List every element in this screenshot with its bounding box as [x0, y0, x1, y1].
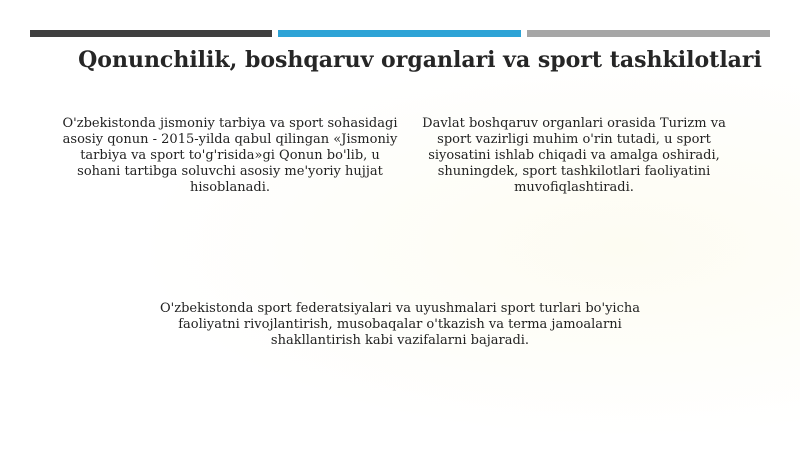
slide-title: Qonunchilik, boshqaruv organlari va sport tashkilotlari — [78, 47, 762, 73]
accent-bar-gray — [527, 30, 770, 37]
paragraph-federations: O'zbekistonda sport federatsiyalari va uyushmalari sport turlari bo'yicha faoliyatni rivojlantirish, musobaqalar o'tkazish va terma jamoalarni shakllantirish kabi vazifalarni bajaradi. — [160, 301, 640, 348]
accent-bar-blue — [278, 30, 521, 37]
accent-bar-dark — [30, 30, 272, 37]
paragraph-law: O'zbekistonda jismoniy tarbiya va sport sohasidagi asosiy qonun - 2015-yilda qabul qilingan «Jismoniy tarbiya va sport to'g'risida»gi Qonun bo'lib, u sohani tartibga soluvchi asosiy me'yoriy hujjat hisoblanadi. — [62, 116, 398, 195]
paragraph-ministry: Davlat boshqaruv organlari orasida Turizm va sport vazirligi muhim o'rin tutadi, u sport siyosatini ishlab chiqadi va amalga oshiradi, shuningdek, sport tashkilotlari faoliyatini muvofiqlashtiradi. — [422, 116, 726, 195]
